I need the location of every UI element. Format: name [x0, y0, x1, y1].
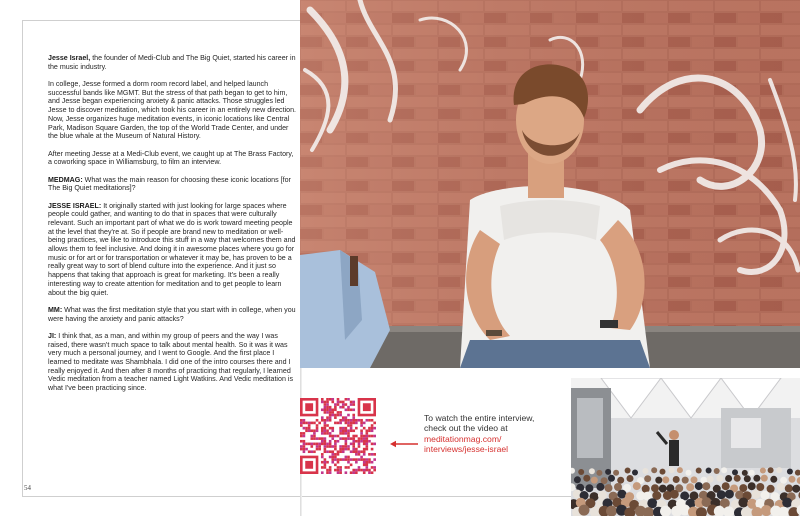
arrow-left-icon	[390, 440, 418, 448]
article-body	[48, 54, 298, 401]
video-caption	[424, 413, 574, 455]
article-intro	[48, 54, 298, 71]
intro-name: Jesse Israel,	[48, 54, 91, 62]
answer-1-label: JESSE ISRAEL:	[48, 201, 102, 210]
video-link-line-2[interactable]: interviews/jesse-israel	[424, 444, 509, 455]
question-2-text: What was the first meditation style that you start with in college, when you were having the anxiety and panic attacks?	[48, 305, 296, 323]
answer-1	[48, 202, 298, 298]
video-link-line-1[interactable]: meditationmag.com/	[424, 433, 502, 444]
portrait-photo	[300, 0, 800, 368]
intro-text: the founder of Medi-Club and The Big Quiet, started his career in the music industry.	[48, 54, 296, 71]
answer-1-text: It originally started with just looking for large spaces where people could gather, and wanting to do that in spaces that were culturally relevant. Such an important part of what we do is work toward meeting people at the level that they're at. So if people are brand new to meditation or well-being practices, we like to introduce this stuff in a way that welcomes them and allows them to feel inclusive. And doing it in awesome places where you go for music or for art or for transportation or whatever it may be, has proven to be a really great way to sort of blend culture into the experience. And it just so happens that taking that approach is great for marketing. It's been a really interesting way to create attention for meditation and to get people to learn about the big quiet.	[48, 201, 296, 297]
brick-wall-photo	[300, 0, 800, 368]
answer-2-label: JI:	[48, 331, 57, 340]
page-border-left	[22, 20, 23, 496]
question-2	[48, 306, 298, 323]
question-1	[48, 176, 298, 193]
article-paragraph-2: In college, Jesse formed a dorm room record label, and helped launch successful bands like MGMT. But the stress of that path began to get to him, and Jesse began experiencing anxiety & panic attacks. Those struggles led Jesse to discover meditation, which took his career in an entirely new direction. Now, Jesse organizes huge meditation events, in iconic locations like Central Park, Madison Square Garden, the top of the World Trade Center, and under the blue whale at the Museum of Natural History.	[48, 80, 297, 141]
event-crowd-photo	[571, 378, 800, 516]
page-border-top	[22, 20, 300, 21]
caption-line-1: To watch the entire interview,	[424, 413, 535, 423]
question-1-label: MEDMAG:	[48, 175, 83, 184]
qr-code[interactable]	[300, 398, 376, 474]
answer-2	[48, 332, 298, 393]
caption-line-2: check out the video at	[424, 423, 508, 434]
crowd-photo-illustration	[571, 378, 800, 516]
question-2-label: MM:	[48, 305, 63, 314]
left-page	[0, 0, 300, 516]
page-number: 54	[24, 484, 31, 492]
article-paragraph-3: After meeting Jesse at a Medi-Club event, we caught up at The Brass Factory, a coworking space in Williamsburg, to film an interview.	[48, 149, 294, 167]
qr-code-icon	[300, 398, 376, 474]
question-1-text: What was the main reason for choosing these iconic locations [for The Big Quiet meditations]?	[48, 175, 291, 193]
answer-2-text: I think that, as a man, and within my group of peers and the way I was raised, there wasn't much space to talk about mental health. So it was it was very much a personal journey, and I went to Google. And the first place I learned to meditate was Shambhala. I did one of the intro courses there and I really enjoyed it. And then after 8 months of practicing that regularly, I learned Vedic meditation from a teacher named Light Watkins. And Vedic meditation is what I've been practicing since.	[48, 331, 293, 393]
